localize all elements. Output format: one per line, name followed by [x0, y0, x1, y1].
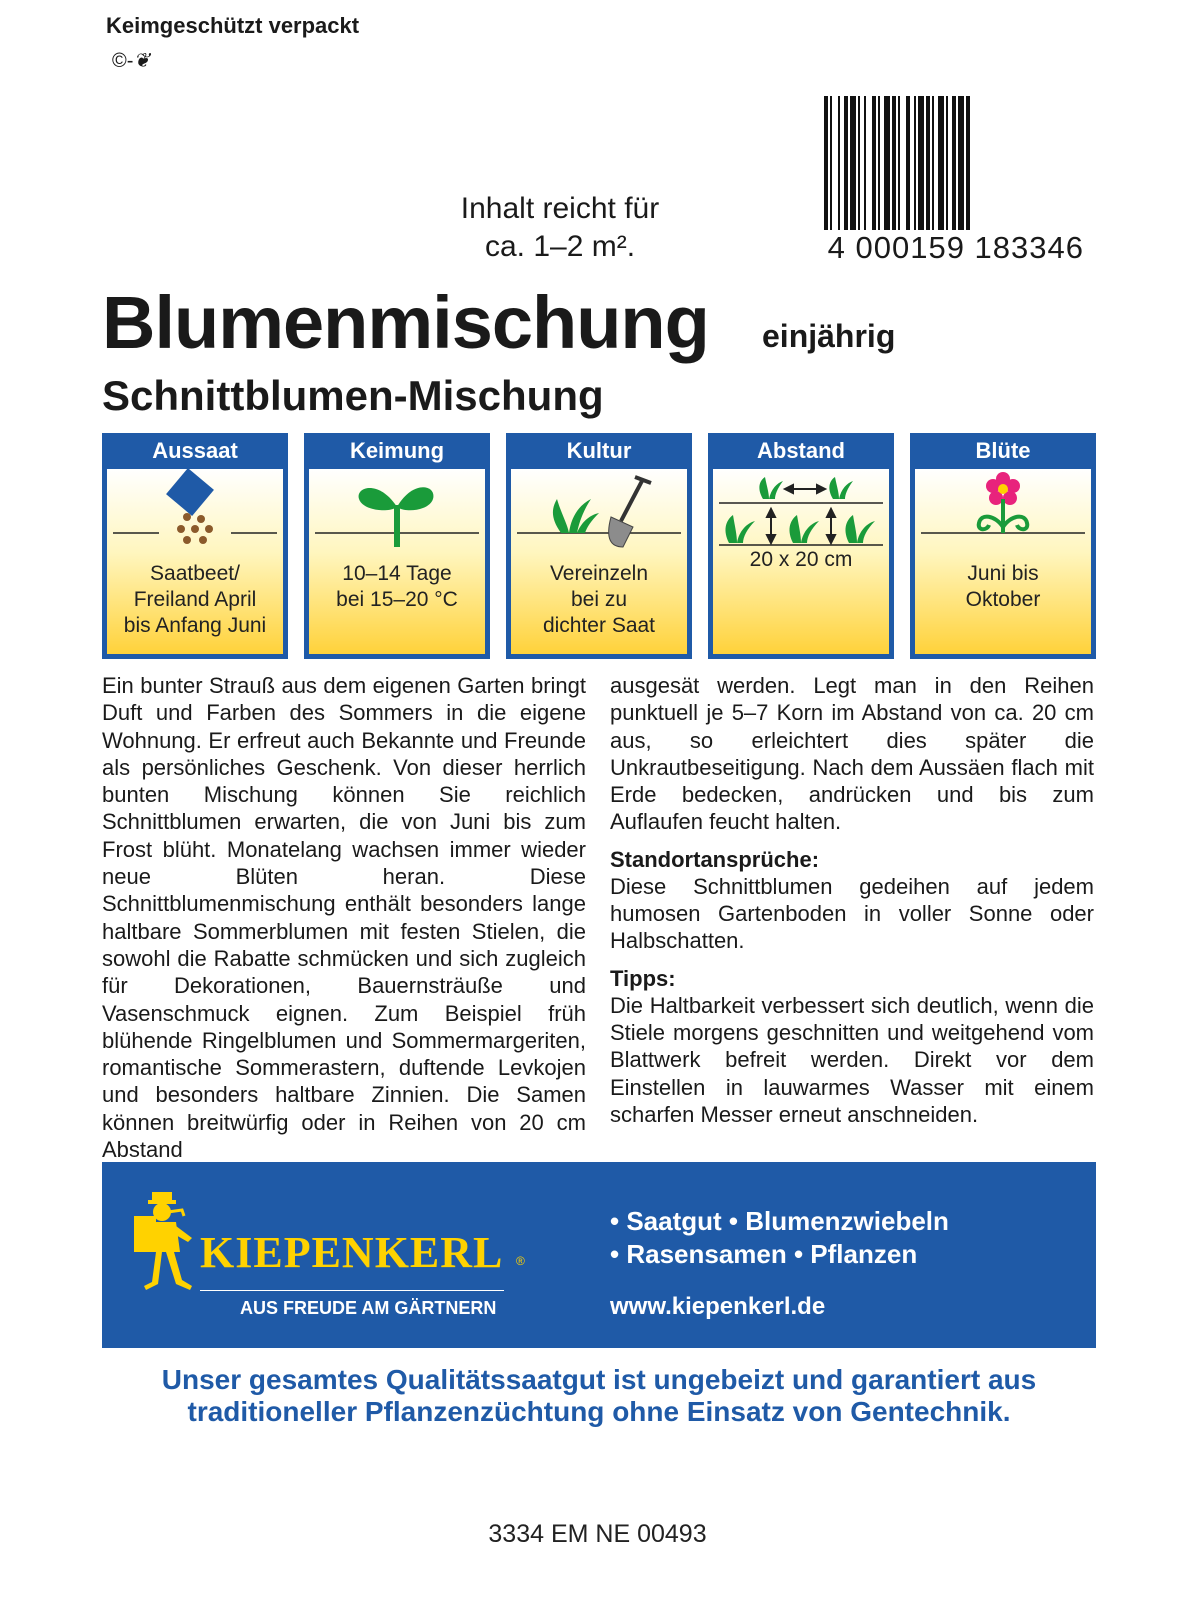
description-intro: Ein bunter Strauß aus dem eigenen Garten bringt Duft und Farben des Sommers in die eigene Wohnung. Er erfreut auch Bekannte und Freunde als persönliches Geschenk. Von dieser herrlich bunten Mischung können Sie reichlich Schnittblumen erwarten, die von Juni bis zum Frost blüht. Monatelang wachsen immer wieder neue Blüten heran. Diese Schnittblumenmischung enthält besonders lange haltbare Sommerblumen mit festen Stielen, die sowohl die Rabatte schmücken und sich zugleich für Dekorationen, Bauernsträuße und Vasenschmuck eignen. Zum Beispiel früh blühende Ringelblumen und Sommermargeriten, romantische Sommerastern, duftende Levkojen und besonders haltbare Zinnien. Die Samen können breitwürfig oder in Reihen von 20 cm Abstand: [102, 673, 586, 1163]
tile-text-line: Saatbeet/: [150, 562, 240, 585]
product-title-suffix: einjährig: [762, 318, 896, 354]
barcode-bar: [926, 96, 930, 236]
registered-mark: ®: [516, 1254, 525, 1268]
tile-spacing: [708, 433, 894, 659]
quality-line: traditioneller Pflanzenzüchtung ohne Einsatz von Gentechnik.: [187, 1396, 1011, 1427]
barcode-bar: [844, 96, 848, 236]
contents-line-1: Inhalt reicht für: [460, 192, 660, 225]
barcode-bar: [938, 96, 944, 236]
quality-statement: [102, 1364, 1096, 1428]
packaging-note: Keimgeschützt verpackt: [106, 13, 360, 38]
sowing-icon: [107, 469, 283, 549]
tile-text-line: Oktober: [965, 588, 1041, 611]
tile-text: [915, 561, 1091, 613]
product-subtitle: Schnittblumen-Mischung: [102, 372, 604, 419]
brand-name: KIEPENKERL: [200, 1228, 504, 1277]
brand-website-link[interactable]: www.kiepenkerl.de: [610, 1293, 826, 1320]
seedling-icon: [309, 469, 485, 549]
flower-icon: [915, 469, 1091, 549]
kiepenkerl-mascot-icon: [132, 1190, 198, 1298]
tile-germination: [304, 433, 490, 659]
copyright-mark: [112, 48, 150, 73]
tile-bloom: [910, 433, 1096, 659]
barcode-bar: [918, 96, 924, 236]
tile-label: Aussaat: [152, 438, 238, 463]
tips-heading: Tipps:: [610, 965, 676, 991]
barcode-bar: [946, 96, 948, 236]
barcode-bar: [914, 96, 916, 236]
tile-text-line: Juni bis: [967, 562, 1039, 585]
brand-tagline: AUS FREUDE AM GÄRTNERN: [240, 1298, 497, 1318]
barcode-bar: [892, 96, 896, 236]
product-code: 3334 EM NE 00493: [488, 1520, 707, 1548]
tile-text-line: 10–14 Tage: [342, 562, 452, 585]
barcode-bar: [850, 96, 856, 236]
description-column-right: [610, 672, 1094, 1128]
location-heading: Standortansprüche:: [610, 846, 820, 872]
copyright-text: ©-: [112, 50, 134, 72]
tile-label: Keimung: [349, 438, 445, 463]
barcode-bar: [932, 96, 934, 236]
spade-icon: [511, 469, 687, 549]
tips-text: Die Haltbarkeit verbessert sich deutlich, wenn die Stiele morgens geschnitten und weitgehend vom Blattwerk befreit werden. Direkt vor dem Einstellen in lauwarmes Wasser mit einem scharfen Messer erneut anschneiden.: [610, 992, 1094, 1127]
brand-divider: [200, 1290, 504, 1291]
barcode-number: 4 000159 183346: [784, 230, 1084, 266]
contents-info: [440, 190, 680, 266]
barcode-bar: [858, 96, 860, 236]
contents-line-2: ca. 1–2 m².: [484, 230, 636, 263]
tile-text-line: dichter Saat: [542, 614, 656, 637]
barcode-bar: [952, 96, 956, 236]
tile-text: [309, 561, 485, 613]
tile-text: [511, 561, 687, 639]
barcode-bar: [872, 96, 876, 236]
spacing-icon: [713, 469, 889, 549]
barcode-bar: [878, 96, 880, 236]
description-intro-continued: ausgesät werden. Legt man in den Reihen punktuell je 5–7 Korn im Abstand von ca. 20 cm aus, so erleichtert dies später die Unkrautbeseitigung. Nach dem Aussäen flach mit Erde bedecken, andrücken und bis zum Auflaufen feucht halten.: [610, 673, 1094, 835]
tile-sowing: [102, 433, 288, 659]
tile-text: [107, 561, 283, 639]
tile-label: Abstand: [757, 438, 845, 463]
tile-text-line: Freiland April: [133, 588, 257, 611]
barcode-bar: [864, 96, 866, 236]
tile-label: Blüte: [975, 438, 1031, 463]
tile-text-line: bis Anfang Juni: [123, 614, 267, 637]
tile-culture: [506, 433, 692, 659]
product-title: Blumenmischung: [102, 281, 709, 364]
description-column-left: [102, 672, 586, 1163]
brand-products-line: • Rasensamen • Pflanzen: [610, 1239, 918, 1269]
tile-text: [713, 547, 889, 573]
tile-text-line: Vereinzeln: [549, 562, 649, 585]
tile-text-line: bei zu: [570, 588, 628, 611]
barcode-bar: [884, 96, 890, 236]
brand-products: [610, 1205, 949, 1271]
brand-products-line: • Saatgut • Blumenzwiebeln: [610, 1206, 949, 1236]
tile-text-line: bei 15–20 °C: [336, 588, 458, 611]
location-text: Diese Schnittblumen gedeihen auf jedem humosen Gartenboden in voller Sonne oder Halbschatten.: [610, 873, 1094, 954]
barcode-bar: [838, 96, 840, 236]
tile-label: Kultur: [566, 438, 632, 463]
tile-text-line: 20 x 20 cm: [749, 548, 853, 571]
quality-line: Unser gesamtes Qualitätssaatgut ist ungebeizt und garantiert aus: [161, 1364, 1037, 1395]
leaf-icon: ❦: [133, 50, 151, 72]
